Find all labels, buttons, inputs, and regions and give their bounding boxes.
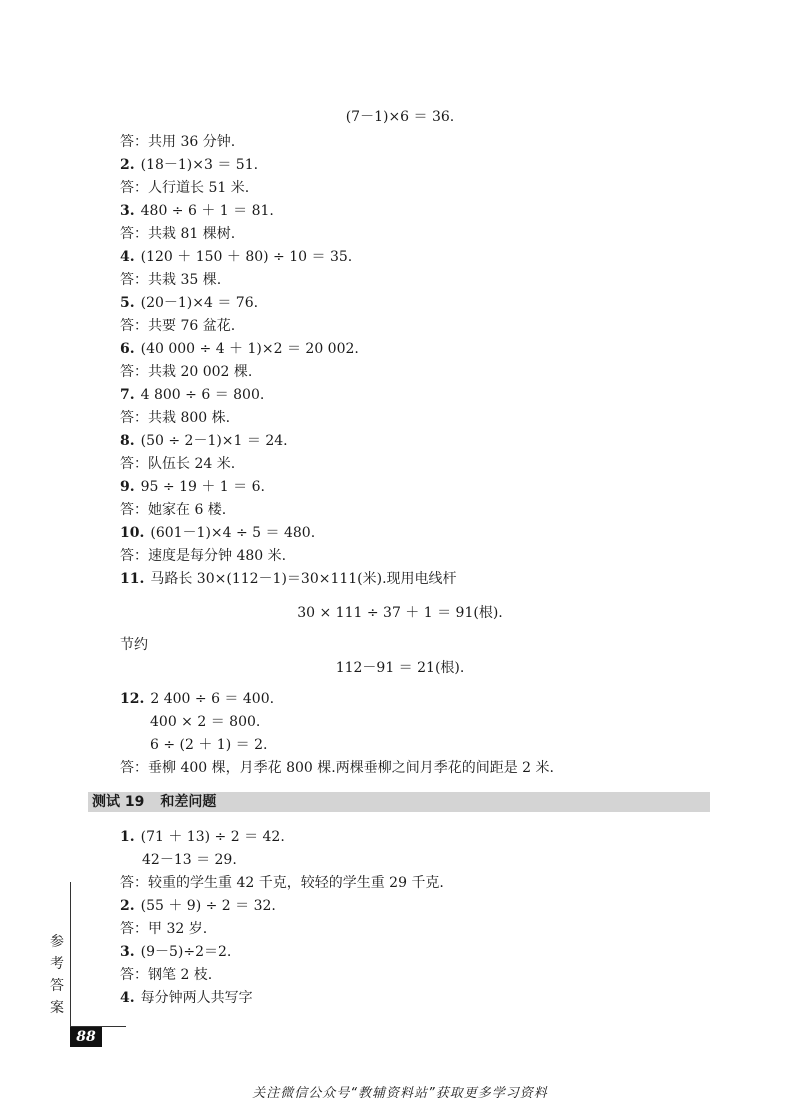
answer-line: 答：垂柳 400 棵，月季花 800 棵.两棵垂柳之间月季花的间距是 2 米. [120,760,554,776]
problem-number: 10. [120,525,145,541]
problem-number: 3. [120,944,135,960]
answer-line: 答：人行道长 51 米. [120,180,250,196]
formula-line: 400 × 2 ＝ 800. [150,714,261,730]
side-label-char: 考 [50,956,64,972]
problem-formula: 95 ÷ 19 ＋ 1 ＝ 6. [140,479,265,495]
problem-formula: 2 400 ÷ 6 ＝ 400. [150,691,275,707]
answer-line: 答：速度是每分钟 480 米. [120,548,287,564]
problem-line [120,248,352,266]
problem-number: 9. [120,479,135,495]
problem-formula: (55 ＋ 9) ÷ 2 ＝ 32. [140,898,276,914]
problem-line [120,570,457,588]
formula-line: 30 × 111 ÷ 37 ＋ 1 ＝ 91(根). [297,605,503,621]
problem-line [120,340,359,358]
section-title [92,793,216,811]
problem-line [120,897,276,915]
problem-number: 3. [120,203,135,219]
problem-formula: (18－1)×3 ＝ 51. [140,157,259,173]
problem-formula: (20－1)×4 ＝ 76. [140,295,259,311]
problem-number: 1. [120,829,135,845]
problem-number: 6. [120,341,135,357]
section-topic: 和差问题 [160,794,217,810]
side-label-char: 案 [50,1000,64,1016]
text-line: 节约 [120,637,148,653]
problem-line [120,156,258,174]
problem-number: 2. [120,898,135,914]
answer-line: 答：共栽 35 棵. [120,272,222,288]
problem-number: 5. [120,295,135,311]
problem-number: 7. [120,387,135,403]
problem-line [120,524,315,542]
answer-line: 答：钢笔 2 枝. [120,967,213,983]
problem-text: 每分钟两人共写字 [140,990,253,1006]
problem-line [120,943,231,961]
problem-formula: (601－1)×4 ÷ 5 ＝ 480. [150,525,316,541]
problem-number: 2. [120,157,135,173]
problem-line [120,478,265,496]
footer-watermark-text: 关注微信公众号“教辅资料站”获取更多学习资料 [252,1086,548,1101]
problem-formula: 4 800 ÷ 6 ＝ 800. [140,387,265,403]
formula-line: (7－1)×6 ＝ 36. [345,109,455,125]
problem-line [120,828,285,846]
answer-line: 答：她家在 6 楼. [120,502,227,518]
problem-text: 马路长 30×(112－1)＝30×111(米).现用电线杆 [150,571,457,587]
answer-line: 答：队伍长 24 米. [120,456,236,472]
problem-formula: (120 ＋ 150 ＋ 80) ÷ 10 ＝ 35. [140,249,353,265]
section-test-label: 测试 19 [92,794,145,810]
problem-line [120,690,274,708]
problem-formula: 480 ÷ 6 ＋ 1 ＝ 81. [140,203,274,219]
problem-formula: (9－5)÷2＝2. [140,944,232,960]
problem-number: 11. [120,571,145,587]
problem-line [120,294,258,312]
problem-number: 4. [120,249,135,265]
answer-line: 答：共栽 800 株. [120,410,231,426]
problem-line [120,432,288,450]
problem-formula: (40 000 ÷ 4 ＋ 1)×2 ＝ 20 002. [140,341,359,357]
problem-line [120,202,274,220]
side-label-char: 参 [50,934,64,950]
formula-line: 6 ÷ (2 ＋ 1) ＝ 2. [150,737,268,753]
page-number: 88 [70,1027,102,1047]
answer-line: 答：甲 32 岁. [120,921,208,937]
formula-line: 112－91 ＝ 21(根). [335,660,465,676]
answer-line: 答：共栽 20 002 棵. [120,364,253,380]
answer-line: 答：共栽 81 棵树. [120,226,236,242]
problem-number: 8. [120,433,135,449]
answer-line: 答：共用 36 分钟. [120,134,236,150]
answer-line: 答：共要 76 盆花. [120,318,236,334]
problem-line [120,386,264,404]
problem-number: 4. [120,990,135,1006]
problem-formula: (71 ＋ 13) ÷ 2 ＝ 42. [140,829,285,845]
problem-line [120,989,253,1007]
side-label-char: 答 [50,978,64,994]
problem-number: 12. [120,691,145,707]
side-rule [70,882,71,1028]
formula-line: 42－13 ＝ 29. [142,852,237,868]
answer-line: 答：较重的学生重 42 千克，较轻的学生重 29 千克. [120,875,444,891]
problem-formula: (50 ÷ 2－1)×1 ＝ 24. [140,433,288,449]
